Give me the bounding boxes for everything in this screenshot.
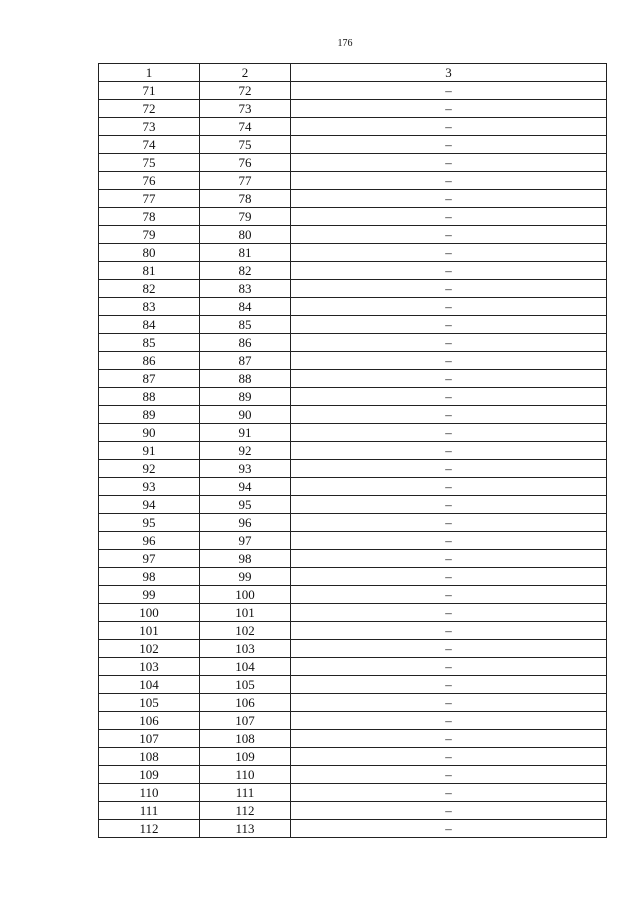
table-cell-col-2: 90 [200, 406, 291, 424]
table-row [99, 730, 607, 748]
table-cell-col-1: 96 [99, 532, 200, 550]
table-cell-col-1: 74 [99, 136, 200, 154]
table-cell-col-2: 101 [200, 604, 291, 622]
table-row [99, 622, 607, 640]
table-row [99, 766, 607, 784]
table-row [99, 100, 607, 118]
table-cell-col-3: – [291, 370, 607, 388]
table-row [99, 172, 607, 190]
table-cell-col-2: 88 [200, 370, 291, 388]
table-cell-col-1: 72 [99, 100, 200, 118]
table-cell-col-2: 74 [200, 118, 291, 136]
table-cell-col-1: 112 [99, 820, 200, 838]
table-row [99, 226, 607, 244]
table-cell-col-3: – [291, 406, 607, 424]
table-cell-col-3: – [291, 748, 607, 766]
table-cell-col-3: – [291, 604, 607, 622]
table-cell-col-2: 82 [200, 262, 291, 280]
table-cell-col-3: – [291, 118, 607, 136]
table-cell-col-2: 89 [200, 388, 291, 406]
table-row [99, 712, 607, 730]
table-cell-col-1: 71 [99, 82, 200, 100]
table-cell-col-2: 80 [200, 226, 291, 244]
table-row [99, 208, 607, 226]
table-cell-col-3: – [291, 388, 607, 406]
table-cell-col-2: 112 [200, 802, 291, 820]
table-cell-col-1: 95 [99, 514, 200, 532]
table-row [99, 118, 607, 136]
table-row [99, 658, 607, 676]
table-cell-col-1: 89 [99, 406, 200, 424]
table-cell-col-3: – [291, 712, 607, 730]
table-cell-col-2: 83 [200, 280, 291, 298]
table-row [99, 280, 607, 298]
table-cell-col-3: – [291, 442, 607, 460]
table-cell-col-2: 84 [200, 298, 291, 316]
table-cell-col-3: – [291, 136, 607, 154]
table-cell-col-3: – [291, 280, 607, 298]
table-cell-col-1: 86 [99, 352, 200, 370]
table-cell-col-1: 88 [99, 388, 200, 406]
table-cell-col-1: 93 [99, 478, 200, 496]
table-row [99, 586, 607, 604]
table-cell-col-2: 108 [200, 730, 291, 748]
table-cell-col-3: – [291, 514, 607, 532]
table-cell-col-1: 103 [99, 658, 200, 676]
table-cell-col-2: 99 [200, 568, 291, 586]
table-cell-col-3: – [291, 622, 607, 640]
table-cell-col-3: – [291, 316, 607, 334]
table-cell-col-1: 107 [99, 730, 200, 748]
page-number: 176 [337, 38, 353, 49]
table-cell-col-1: 100 [99, 604, 200, 622]
table-cell-col-3: – [291, 352, 607, 370]
table-row [99, 244, 607, 262]
table-row [99, 478, 607, 496]
table-row [99, 136, 607, 154]
table-cell-col-3: – [291, 568, 607, 586]
table-cell-col-1: 108 [99, 748, 200, 766]
table-cell-col-2: 103 [200, 640, 291, 658]
table-cell-col-1: 76 [99, 172, 200, 190]
table-cell-col-1: 94 [99, 496, 200, 514]
table-cell-col-2: 93 [200, 460, 291, 478]
table-cell-col-3: – [291, 154, 607, 172]
table-cell-col-2: 73 [200, 100, 291, 118]
data-table [98, 63, 607, 838]
table-row [99, 532, 607, 550]
table-cell-col-2: 96 [200, 514, 291, 532]
table-cell-col-2: 81 [200, 244, 291, 262]
table-cell-col-1: 102 [99, 640, 200, 658]
table-cell-col-3: – [291, 208, 607, 226]
table-cell-col-3: – [291, 478, 607, 496]
table-row [99, 154, 607, 172]
table-cell-col-3: – [291, 766, 607, 784]
table-cell-col-2: 72 [200, 82, 291, 100]
table-cell-col-2: 78 [200, 190, 291, 208]
table-cell-col-2: 92 [200, 442, 291, 460]
table-row [99, 82, 607, 100]
table-cell-col-2: 86 [200, 334, 291, 352]
table-cell-col-1: 83 [99, 298, 200, 316]
table-cell-col-3: – [291, 226, 607, 244]
table-cell-col-2: 111 [200, 784, 291, 802]
table-cell-col-1: 97 [99, 550, 200, 568]
table-cell-col-3: – [291, 172, 607, 190]
table-row [99, 820, 607, 838]
table-row [99, 406, 607, 424]
table-cell-col-1: 75 [99, 154, 200, 172]
table-cell-col-3: – [291, 586, 607, 604]
table-row [99, 262, 607, 280]
table-cell-col-2: 95 [200, 496, 291, 514]
table-body [99, 82, 607, 838]
table-cell-col-1: 77 [99, 190, 200, 208]
table-row [99, 694, 607, 712]
table-cell-col-3: – [291, 802, 607, 820]
table-cell-col-1: 104 [99, 676, 200, 694]
table-row [99, 568, 607, 586]
table-cell-col-1: 92 [99, 460, 200, 478]
table-row [99, 802, 607, 820]
table-cell-col-1: 99 [99, 586, 200, 604]
table-cell-col-2: 77 [200, 172, 291, 190]
table-row [99, 748, 607, 766]
table-cell-col-3: – [291, 82, 607, 100]
column-header-2: 2 [200, 64, 291, 82]
table-cell-col-3: – [291, 676, 607, 694]
table-cell-col-2: 91 [200, 424, 291, 442]
table-cell-col-1: 81 [99, 262, 200, 280]
table-row [99, 334, 607, 352]
column-header-1: 1 [99, 64, 200, 82]
table-cell-col-1: 105 [99, 694, 200, 712]
table-row [99, 676, 607, 694]
table-cell-col-3: – [291, 190, 607, 208]
table-cell-col-3: – [291, 820, 607, 838]
table-cell-col-1: 109 [99, 766, 200, 784]
table-row [99, 352, 607, 370]
table-cell-col-2: 113 [200, 820, 291, 838]
table-cell-col-2: 98 [200, 550, 291, 568]
table-cell-col-2: 102 [200, 622, 291, 640]
table-cell-col-3: – [291, 100, 607, 118]
table-header-row [99, 64, 607, 82]
table-cell-col-2: 94 [200, 478, 291, 496]
table-cell-col-2: 100 [200, 586, 291, 604]
table-cell-col-3: – [291, 784, 607, 802]
table-cell-col-2: 87 [200, 352, 291, 370]
table-cell-col-1: 101 [99, 622, 200, 640]
table-cell-col-2: 97 [200, 532, 291, 550]
table-cell-col-1: 91 [99, 442, 200, 460]
column-header-3: 3 [291, 64, 607, 82]
table-row [99, 514, 607, 532]
table-row [99, 316, 607, 334]
table-row [99, 604, 607, 622]
table-row [99, 190, 607, 208]
table-row [99, 550, 607, 568]
table-cell-col-3: – [291, 550, 607, 568]
table-cell-col-2: 79 [200, 208, 291, 226]
table-cell-col-2: 104 [200, 658, 291, 676]
table-cell-col-3: – [291, 640, 607, 658]
table-row [99, 298, 607, 316]
table-row [99, 370, 607, 388]
table-cell-col-3: – [291, 532, 607, 550]
table-cell-col-1: 78 [99, 208, 200, 226]
table-cell-col-1: 90 [99, 424, 200, 442]
table-cell-col-3: – [291, 460, 607, 478]
table-row [99, 640, 607, 658]
table-cell-col-1: 98 [99, 568, 200, 586]
table-cell-col-1: 79 [99, 226, 200, 244]
table-row [99, 388, 607, 406]
table-cell-col-2: 107 [200, 712, 291, 730]
table-cell-col-3: – [291, 244, 607, 262]
table-cell-col-2: 109 [200, 748, 291, 766]
table-cell-col-3: – [291, 496, 607, 514]
table-cell-col-2: 85 [200, 316, 291, 334]
table-cell-col-1: 106 [99, 712, 200, 730]
table-cell-col-3: – [291, 298, 607, 316]
table-cell-col-1: 111 [99, 802, 200, 820]
table-cell-col-1: 87 [99, 370, 200, 388]
table-cell-col-1: 73 [99, 118, 200, 136]
table-cell-col-1: 84 [99, 316, 200, 334]
table-cell-col-1: 85 [99, 334, 200, 352]
table-cell-col-1: 110 [99, 784, 200, 802]
table-cell-col-3: – [291, 658, 607, 676]
table-row [99, 442, 607, 460]
table-cell-col-3: – [291, 424, 607, 442]
table-cell-col-2: 75 [200, 136, 291, 154]
table-cell-col-3: – [291, 730, 607, 748]
table-row [99, 496, 607, 514]
table-cell-col-3: – [291, 262, 607, 280]
table-cell-col-1: 82 [99, 280, 200, 298]
table-row [99, 460, 607, 478]
table-cell-col-3: – [291, 334, 607, 352]
table-cell-col-1: 80 [99, 244, 200, 262]
table-cell-col-2: 106 [200, 694, 291, 712]
table-cell-col-3: – [291, 694, 607, 712]
table-row [99, 424, 607, 442]
table-cell-col-2: 105 [200, 676, 291, 694]
table-cell-col-2: 110 [200, 766, 291, 784]
table-cell-col-2: 76 [200, 154, 291, 172]
table-row [99, 784, 607, 802]
